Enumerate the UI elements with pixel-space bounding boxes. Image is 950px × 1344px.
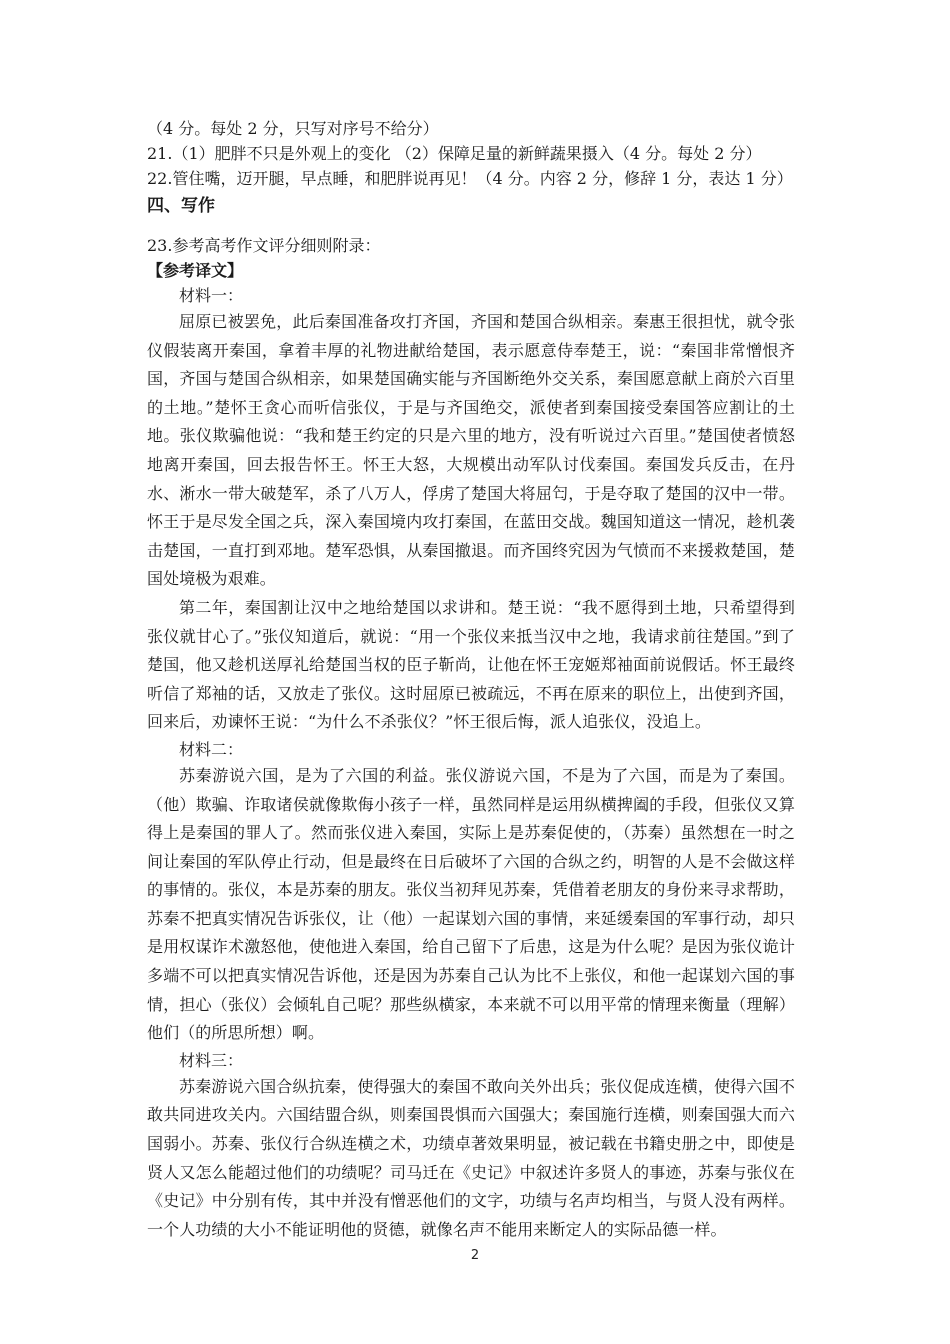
material-1-label: 材料一： xyxy=(179,286,244,305)
material-2-paragraph-1: 苏秦游说六国，是为了六国的利益。张仪游说六国，不是为了六国，而是为了秦国。（他）欺骗、诈取诸侯就像欺侮小孩子一样，虽然同样是运用纵横捭阖的手段，但张仪又算得上是秦国的罪人了。然而张仪进入秦国，实际上是苏秦促使的，（苏秦）虽然想在一时之间让秦国的军队停止行动，但是最终在日后破坏了六国的合纵之约，明智的人是不会做这样的事情的。张仪，本是苏秦的朋友。张仪当初拜见苏秦，凭借着老朋友的身份来寻求帮助，苏秦不把真实情况告诉张仪，让（他）一起谋划六国的事情，来延缓秦国的军事行动，却只是用权谋诈术激怒他，使他进入秦国，给自己留下了后患，这是为什么呢？是因为张仪诡计多端不可以把真实情况告诉他，还是因为苏秦自己认为比不上张仪，和他一起谋划六国的事情，担心（张仪）会倾轧自己呢？那些纵横家，本来就不可以用平常的情理来衡量（理解）他们（的所思所想）啊。 xyxy=(147,765,795,1043)
question-23: 23.参考高考作文评分细则附录： xyxy=(147,236,381,255)
material-2-label: 材料二： xyxy=(179,739,244,759)
answer-21: 21.（1）肥胖不只是外观上的变化 （2）保障足量的新鲜蔬果摄入（4 分。每处 2 分） xyxy=(147,144,762,163)
material-1-paragraph-1: 屈原已被罢免，此后秦国准备攻打齐国，齐国和楚国合纵相亲。秦惠王很担忧，就令张仪假装离开秦国，拿着丰厚的礼物进献给楚国，表示愿意侍奉楚王，说：“秦国非常憎恨齐国，齐国与楚国合纵相亲，如果楚国确实能与齐国断绝外交关系，秦国愿意献上商於六百里的土地。”楚怀王贪心而听信张仪，于是与齐国绝交，派使者到秦国接受秦国答应割让的土地。张仪欺骗他说：“我和楚王约定的只是六里的地方，没有听说过六百里。”楚国使者愤怒地离开秦国，回去报告怀王。怀王大怒，大规模出动军队讨伐秦国。秦国发兵反击，在丹水、淅水一带大破楚军，杀了八万人，俘虏了楚国大将屈匄，于是夺取了楚国的汉中一带。怀王于是尽发全国之兵，深入秦国境内攻打秦国，在蓝田交战。魏国知道这一情况，趁机袭击楚国，一直打到邓地。楚军恐惧，从秦国撤退。而齐国终究因为气愤而不来援救楚国，楚国处境极为艰难。 xyxy=(147,312,795,589)
page-content xyxy=(147,116,811,1244)
answer-note-20: （4 分。每处 2 分，只写对序号不给分） xyxy=(147,119,439,138)
material-1-paragraph-2: 第二年，秦国割让汉中之地给楚国以求讲和。楚王说：“我不愿得到土地，只希望得到张仪就甘心了。”张仪知道后，就说：“用一个张仪来抵当汉中之地，我请求前往楚国。”到了楚国，他又趁机送厚礼给楚国当权的臣子靳尚，让他在怀王宠姬郑袖面前说假话。怀王最终听信了郑袖的话，又放走了张仪。这时屈原已被疏远，不再在原来的职位上，出使到齐国，回来后，劝谏怀王说：“为什么不杀张仪？”怀王很后悔，派人追张仪，没追上。 xyxy=(147,597,795,732)
material-3-label: 材料三： xyxy=(179,1050,244,1070)
material-3-paragraph-1: 苏秦游说六国合纵抗秦，使得强大的秦国不敢向关外出兵；张仪促成连横，使得六国不敢共同进攻关内。六国结盟合纵，则秦国畏惧而六国强大；秦国施行连横，则秦国强大而六国弱小。苏秦、张仪行合纵连横之术，功绩卓著效果明显，被记载在书籍史册之中，即使是贤人又怎么能超过他们的功绩呢？司马迁在《史记》中叙述许多贤人的事迹，苏秦与张仪在《史记》中分别有传，其中并没有憎恶他们的文字，功绩与名声均相当，与贤人没有两样。一个人功绩的大小不能证明他的贤德，就像名声不能用来断定人的实际品德一样。 xyxy=(147,1076,795,1239)
reference-translation-title: 【参考译文】 xyxy=(147,261,244,280)
page-number: 2 xyxy=(470,1248,480,1263)
section-heading-writing: 四、写作 xyxy=(147,196,215,216)
answer-22: 22.管住嘴，迈开腿，早点睡，和肥胖说再见！（4 分。内容 2 分，修辞 1 分，表达 1 分） xyxy=(147,169,793,188)
